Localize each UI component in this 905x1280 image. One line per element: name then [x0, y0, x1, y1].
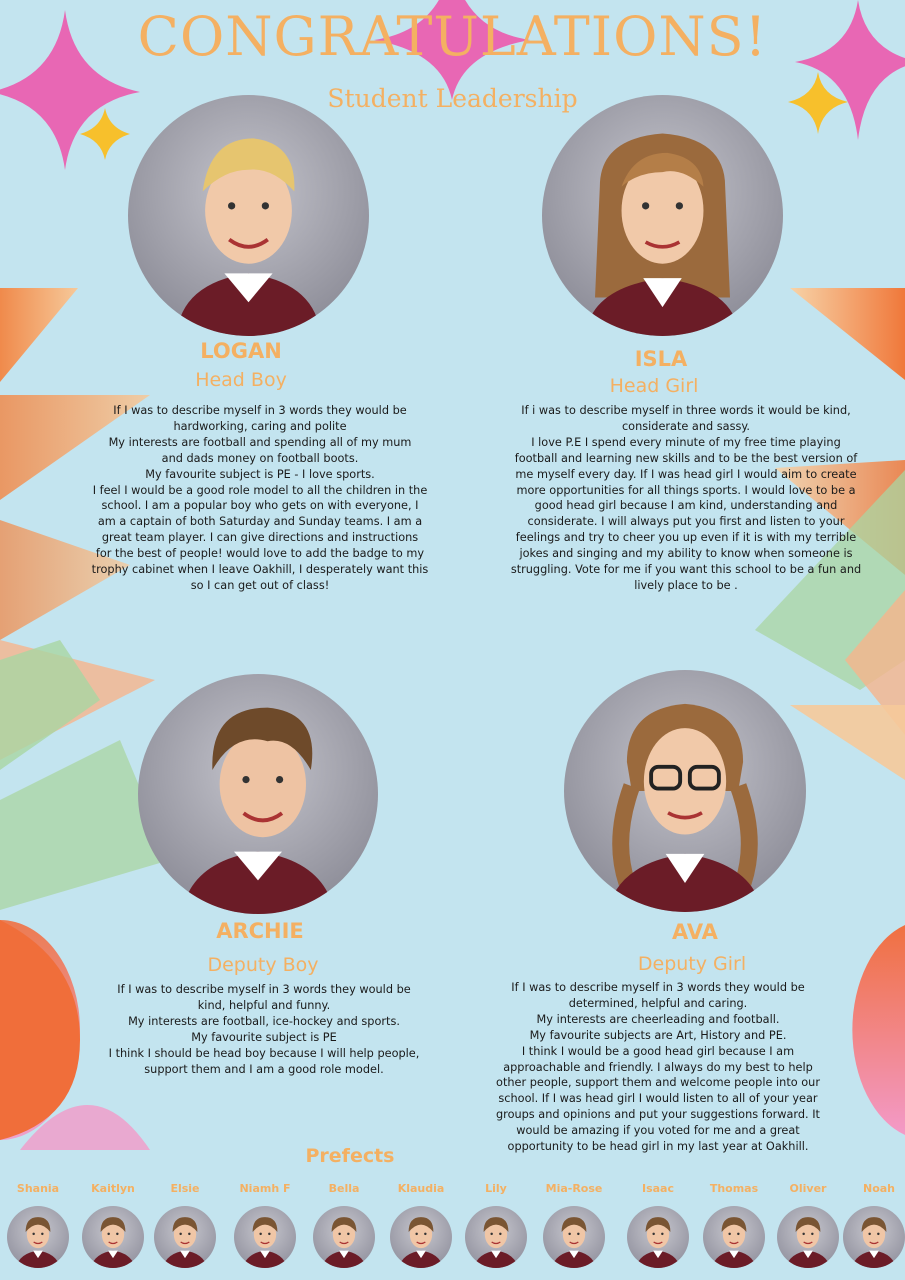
prefect-photo — [465, 1206, 527, 1268]
leader-role-logan: Head Boy — [195, 369, 287, 391]
leader-role-ava: Deputy Girl — [637, 953, 747, 975]
page-subtitle: Student Leadership — [327, 84, 578, 113]
orange-triangle-left-1 — [0, 288, 78, 382]
prefect-photo — [313, 1206, 375, 1268]
prefect-name: Lily — [485, 1182, 507, 1195]
prefect-name: Elsie — [170, 1182, 200, 1195]
prefect-name: Oliver — [789, 1182, 827, 1195]
prefect-photo — [7, 1206, 69, 1268]
prefect-name: Niamh F — [239, 1182, 291, 1195]
prefect-name: Kaitlyn — [91, 1182, 135, 1195]
prefect-photo — [777, 1206, 839, 1268]
prefect-name: Klaudia — [397, 1182, 445, 1195]
leader-role-archie: Deputy Boy — [207, 954, 319, 976]
prefect-photo — [154, 1206, 216, 1268]
prefects-heading: Prefects — [305, 1145, 395, 1167]
prefect-photo — [390, 1206, 452, 1268]
prefect-photo — [703, 1206, 765, 1268]
boy-portrait-icon — [138, 674, 378, 914]
prefect-photo — [843, 1206, 905, 1268]
girl-portrait-icon — [564, 670, 806, 912]
prefect-photo — [234, 1206, 296, 1268]
page-title: CONGRATULATIONS! — [137, 5, 768, 68]
leader-photo-archie — [138, 674, 378, 914]
prefect-photo — [627, 1206, 689, 1268]
orange-triangle-right-4 — [790, 705, 905, 780]
leader-name-isla: ISLA — [634, 347, 688, 371]
leader-role-isla: Head Girl — [609, 375, 699, 397]
prefect-name: Noah — [862, 1182, 896, 1195]
leader-photo-ava — [564, 670, 806, 912]
girl-portrait-icon — [542, 95, 783, 336]
boy-portrait-icon — [128, 95, 369, 336]
leader-name-ava: AVA — [672, 920, 718, 944]
leader-bio-isla: If i was to describe myself in three words it would be kind, considerate and sassy. I love P.E I spend every minute of my free time playing football and learning new skills and to be the best version of me myself every day. If I was head girl I would aim to create more opportunities for all things sports. I would love to be a good head girl because I am kind, understanding and considerate. I will always put you first and listen to your feelings and try to cheer you up even if it is with my terrible jokes and singing and my ability to know when someone is struggling. Vote for me if you want this school to be a fun and lively place to be . — [510, 404, 862, 592]
green-shape-left-1 — [0, 640, 100, 770]
leader-photo-logan — [128, 95, 369, 336]
leader-photo-isla — [542, 95, 783, 336]
leader-bio-ava: If I was to describe myself in 3 words they would be determined, helpful and caring. My interests are cheerleading and football. My favourite subjects are Art, History and PE. I think I would be a good head girl because I am approachable and friendly. I always do my best to help other people, support them and welcome people into our school. If I was head girl I would listen to all of your year groups and opinions and put your suggestions forward. It would be amazing if you voted for me and a great opportunity to be head girl in my last year at Oakhill. — [496, 981, 820, 1154]
prefect-name: Bella — [328, 1182, 360, 1195]
orange-triangle-right-1 — [790, 288, 905, 380]
leader-name-archie: ARCHIE — [216, 919, 304, 943]
prefect-name: Mia-Rose — [545, 1182, 603, 1195]
prefect-name: Thomas — [709, 1182, 759, 1195]
prefect-photo — [82, 1206, 144, 1268]
prefect-photo — [543, 1206, 605, 1268]
leader-bio-archie: If I was to describe myself in 3 words they would be kind, helpful and funny. My interests are football, ice-hockey and sports. My favourite subject is PE I think I should be head boy because I will help people, support them and I am a good role model. — [108, 983, 420, 1076]
prefect-name: Isaac — [641, 1182, 674, 1195]
prefect-name: Shania — [16, 1182, 60, 1195]
leader-bio-logan: If I was to describe myself in 3 words they would be hardworking, caring and polite My interests are football and spending all of my mum and dads money on football boots. My favourite subject is PE - I love sports. I feel I would be a good role model to all the children in the school. I am a popular boy who gets on with everyone, I am a captain of both Saturday and Sunday teams. I am a great team player. I can give directions and instructions for the best of people! would love to add the badge to my trophy cabinet when I leave Oakhill, I desperately want this so I can get out of class! — [91, 404, 429, 592]
leader-name-logan: LOGAN — [200, 339, 282, 363]
